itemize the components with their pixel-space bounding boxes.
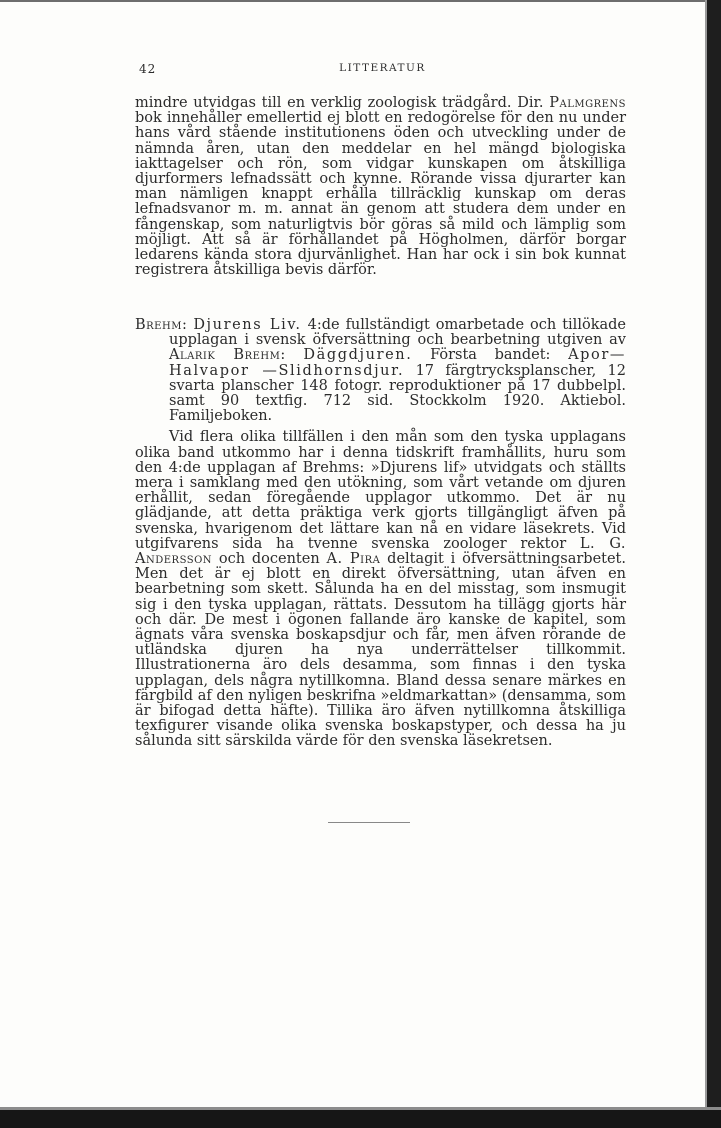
paragraph-text-start: mindre utvidgas till en verklig zoologisk trädgård. Dir. [135, 95, 550, 111]
page-header [139, 62, 626, 78]
review-work-title: Djurens Liv. [193, 317, 302, 333]
review-volume-title: Däggdjuren. [303, 347, 413, 364]
reviewer-name-pira: A. Pira [326, 551, 381, 568]
review-body-part-2: och docenten [212, 551, 327, 568]
review-author: Brehm: [135, 317, 188, 333]
reviewer-name-andersson: L. G. Andersson [135, 535, 626, 568]
paragraph-palmgren [135, 96, 626, 278]
review-edition: 4:de fullständigt omarbetade och tillökade upplagan i svensk öfversättning och bearbetning utgiven av [169, 317, 626, 349]
running-head: LITTERATUR [339, 62, 426, 74]
scan-edge-top [0, 0, 721, 2]
scan-edge-right [707, 0, 721, 1128]
review-details: 17 färgtrycksplanscher, 12 svarta planscher 148 fotogr. reproduktioner på 17 dubbelpl. samt 90 textfig. 712 sid. Stockkolm 1920. Aktiebol. Familjeboken. [169, 362, 626, 425]
review-body-part-1: Vid flera olika tillfällen i den mån som den tyska upplagans olika band utkommo har i denna tidskrift framhållits, huru som den 4:de upplagan af Brehms: »Djurens lif» utvidgats och ställts mera i samklang med den utökning, som vårt vetande om djuren erhållit, sedan föregående upplagor utkommo. Det är nu glädjande, att detta präktiga verk gjorts tillgängligt äfven på svenska, hvarigenom det lättare kan nå en vidare läsekrets. Vid utgifvarens sida ha tvenne svenska zoologer rektor [135, 429, 626, 552]
review-volume-intro: Första bandet: [412, 347, 569, 364]
review-brehm [135, 318, 626, 750]
review-citation [135, 318, 626, 424]
paragraph-text [135, 96, 626, 278]
author-name-palmgren: Palmgrens [549, 95, 626, 111]
paragraph-text-rest: bok innehåller emellertid ej blott en redogörelse för den nu under hans vård stående institutionens öden och utveckling under de nämnda åren, utan den meddelar en hel mängd biologiska iakttagelser och rön, som vidgar kunskapen om åtskilliga djurformers lefnadssätt och kynne. Rörande vissa djurarter kan man nämligen knappt erhålla tillräcklig kunskap om deras lefnadsvanor m. m. annat än genom att studera dem under en fångenskap, som naturligtvis bör göras så mild och lämplig som möjligt. Att så är förhållandet på Högholmen, därför borgar ledarens kända stora djurvänlighet. Han har ock i sin bok kunnat registrera åtskilliga bevis därför. [135, 110, 626, 279]
review-editor: Alarik Brehm: [169, 347, 286, 364]
page-number: 42 [139, 62, 157, 76]
section-divider [328, 822, 410, 823]
scan-edge-bottom [0, 1110, 721, 1128]
review-body [135, 430, 626, 749]
review-body-part-3: deltagit i öfversättningsarbetet. Men det är ej blott en direkt öfversättning, utan äfven en bearbetning som skett. Sålunda ha en del misstag, som insmugit sig i den tyska upplagan, rättats. Dessutom ha tillägg gjorts här och där. De mest i ögonen fallande äro kanske de kapitel, som ägnats våra svenska boskapsdjur och får, men äfven rörande de utländska djuren ha nya underrättelser tillkommit. Illustrationerna äro dels desamma, som finnas i den tyska upplagan, dels några nytillkomna. Bland dessa senare märkes en färgbild af den nyligen beskrifna »eldmarkattan» (densamma, som är bifogad detta häfte). Tillika äro äfven nytillkomna åtskilliga texfigurer visande olika svenska boskapstyper, och dessa ha ju sålunda sitt särskilda värde för den svenska läsekretsen. [135, 551, 626, 750]
review-volume-range: Apor—Halvapor —Slidhornsdjur. [169, 347, 626, 379]
